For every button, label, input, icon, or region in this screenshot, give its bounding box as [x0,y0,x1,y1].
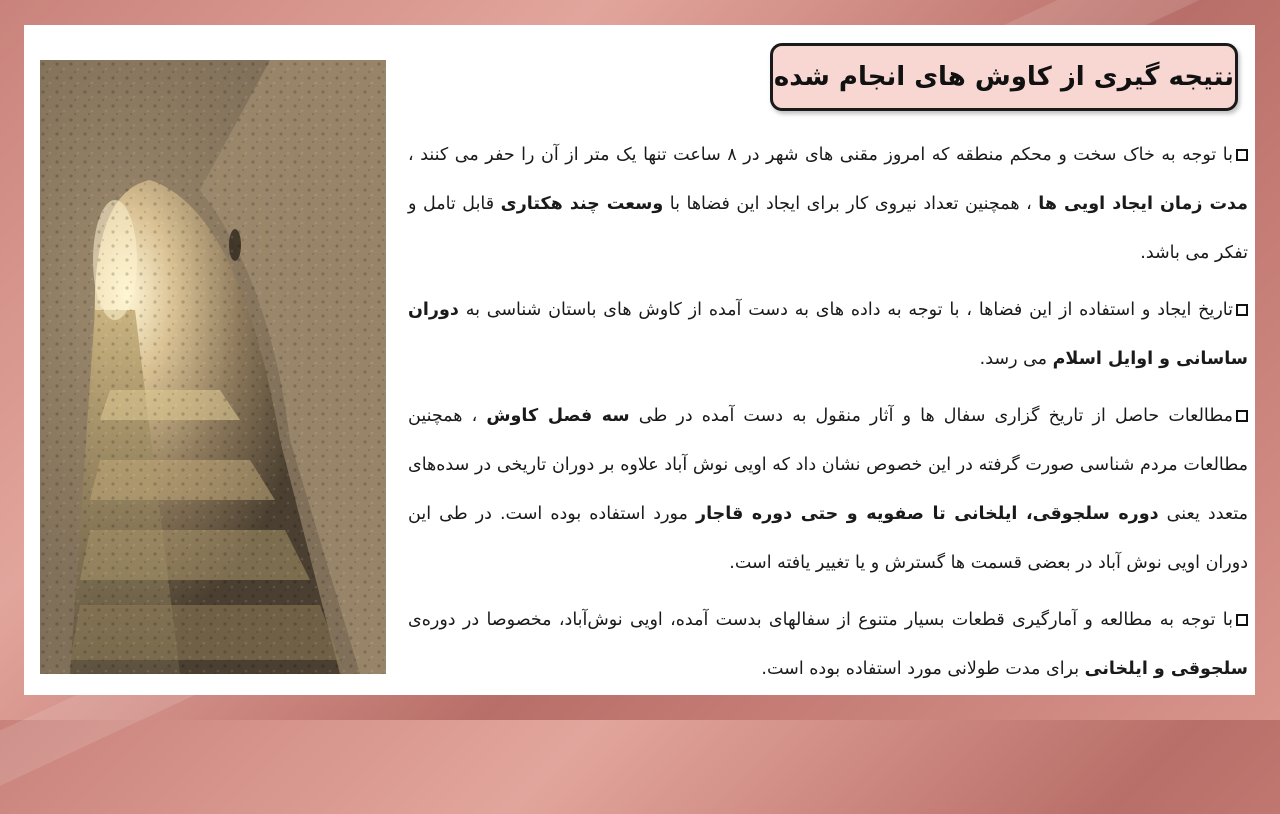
title-box [770,43,1238,111]
content-text [408,131,1248,702]
text-segment: می رسد. [979,349,1053,369]
bold-segment: سلجوقی و ایلخانی [1084,659,1248,679]
paragraph-4 [408,596,1248,694]
bold-segment: دوران ساسانی و اوایل اسلام [408,300,1248,369]
square-bullet-icon [1236,149,1248,161]
bold-segment: مدت زمان ایجاد اویی ها [1038,194,1248,214]
bold-segment: وسعت چند هکتاری [500,194,664,214]
tunnel-illustration [40,60,386,674]
text-segment: با توجه به مطالعه و آمارگیری قطعات بسیار متنوع از سفالهای بدست آمده، اویی نوش‌آباد، مخصوصا در دوره‌ی [408,610,1233,630]
paragraph-1 [408,131,1248,278]
paragraph-2 [408,286,1248,384]
bold-segment: سه فصل کاوش [486,406,630,426]
square-bullet-icon [1236,614,1248,626]
text-segment: با توجه به خاک سخت و محکم منطقه که امروز مقنی های شهر در ۸ ساعت تنها یک متر از آن را حفر می کنند ، [408,145,1233,165]
paragraph-3 [408,392,1248,588]
text-segment: برای مدت طولانی مورد استفاده بوده است. [761,659,1085,679]
square-bullet-icon [1236,304,1248,316]
slide-panel [24,25,1255,695]
text-segment: قابل تامل و تفکر می باشد. [408,194,1248,263]
square-bullet-icon [1236,410,1248,422]
text-segment: تاریخ ایجاد و استفاده از این فضاها ، با توجه به داده های به دست آمده از کاوش های باستان شناسی به [458,300,1233,320]
text-segment: مورد استفاده بوده است. در طی این دوران اویی نوش آباد در بعضی قسمت ها گسترش و یا تغییر یافته است. [408,504,1248,573]
text-segment: مطالعات حاصل از تاریخ گزاری سفال ها و آثار منقول به دست آمده در طی [629,406,1233,426]
text-segment: ، همچنین تعداد نیروی کار برای ایجاد این فضاها با [663,194,1039,214]
bold-segment: دوره سلجوقی، ایلخانی تا صفویه و حتی دوره قاجار [696,504,1159,524]
slide-title: نتیجه گیری از کاوش های انجام شده [773,62,1235,92]
text-segment: ، همچنین مطالعات مردم شناسی صورت گرفته در این خصوص نشان داد که اویی نوش آباد علاوه بر دوران تاریخی در سده‌های متعدد یعنی [408,406,1248,524]
tunnel-photo [40,60,386,674]
